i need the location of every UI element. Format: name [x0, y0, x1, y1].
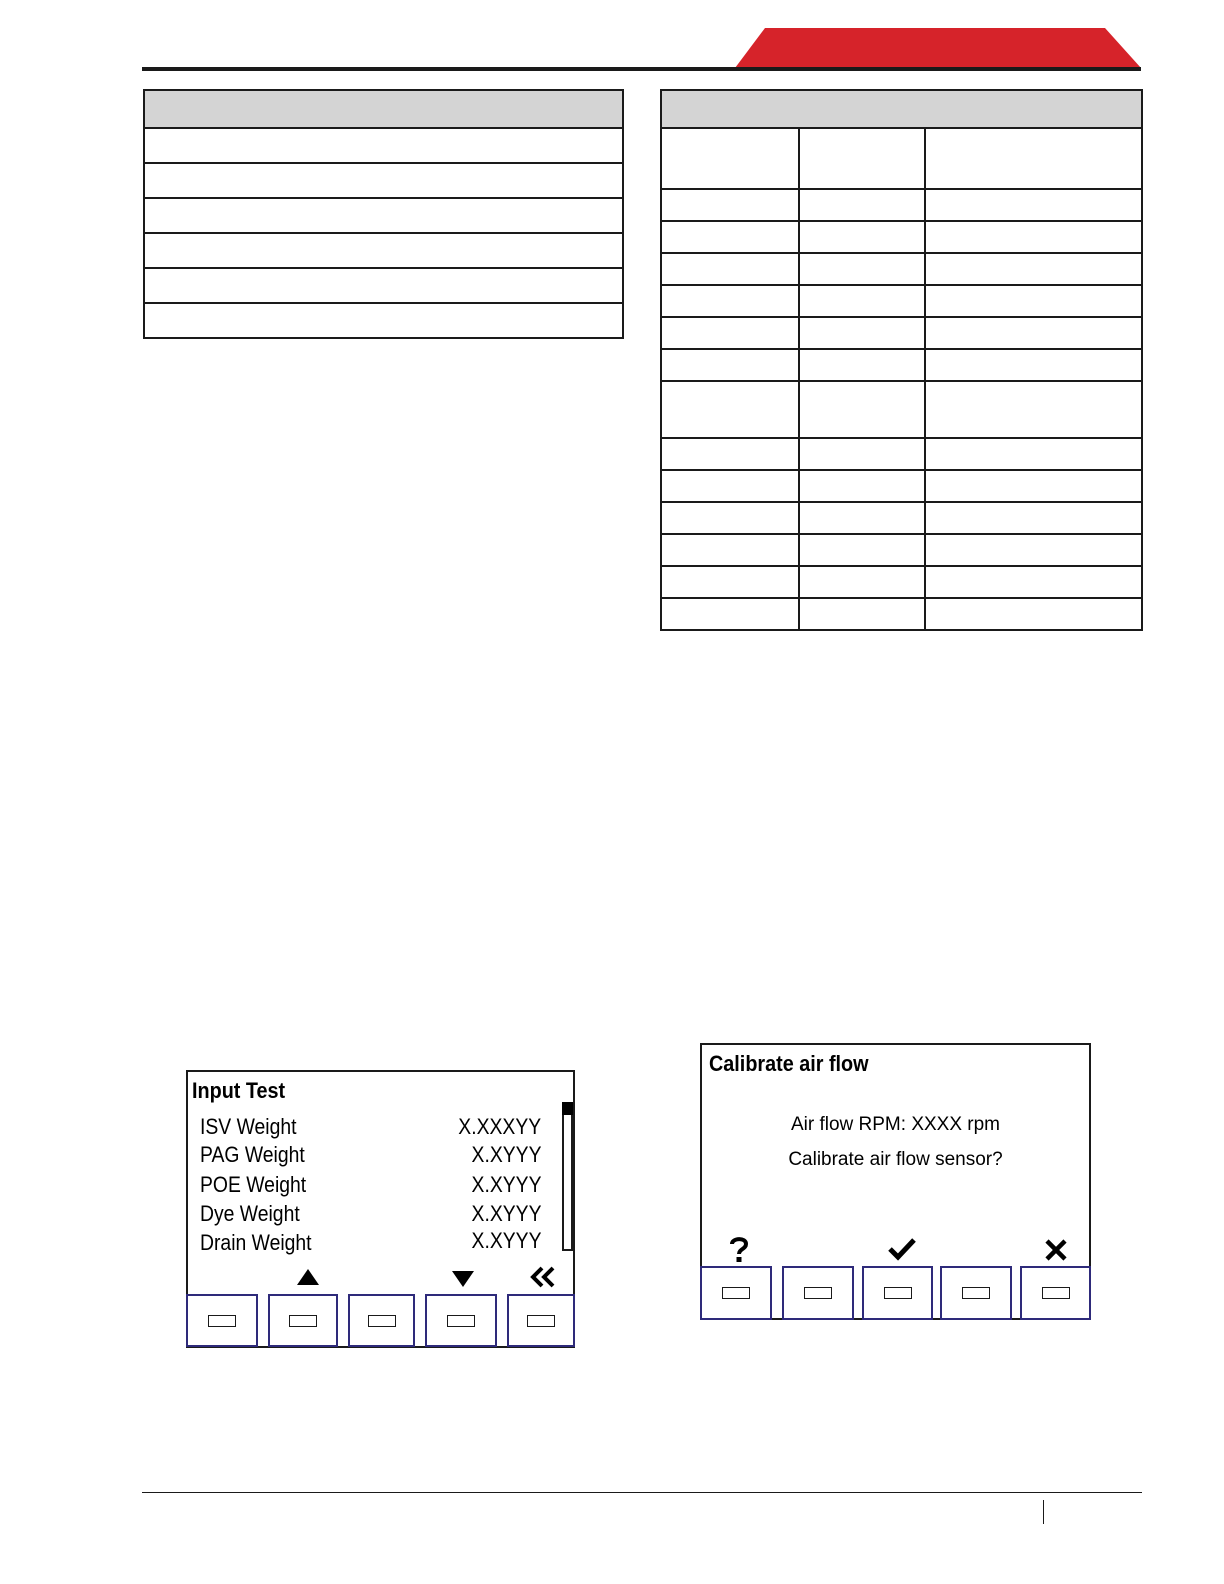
- softkey-indicator: [804, 1287, 832, 1299]
- softkey-back-button[interactable]: [507, 1294, 575, 1347]
- softkey-confirm-button[interactable]: [862, 1266, 933, 1320]
- softkey-indicator: [962, 1287, 990, 1299]
- table-row: [661, 598, 1142, 630]
- back-double-chevron-icon: [529, 1266, 557, 1288]
- left-table: [143, 89, 624, 339]
- poe-weight-value: X.XYYY: [471, 1172, 541, 1197]
- softkey-indicator: [884, 1287, 912, 1299]
- softkey-indicator: [447, 1315, 475, 1327]
- left-table-header: [144, 90, 623, 128]
- help-question-icon: [729, 1236, 749, 1264]
- drain-weight-value: X.XYYY: [471, 1228, 541, 1253]
- softkey-4-button[interactable]: [940, 1266, 1012, 1320]
- pag-weight-label: PAG Weight: [200, 1142, 305, 1167]
- right-table-col-header: [925, 128, 1142, 189]
- softkey-indicator: [208, 1315, 236, 1327]
- header-rule: [142, 67, 1141, 71]
- right-table-header: [661, 90, 1142, 128]
- softkey-indicator: [368, 1315, 396, 1327]
- softkey-indicator: [722, 1287, 750, 1299]
- dye-weight-label: Dye Weight: [200, 1201, 300, 1226]
- pag-weight-value: X.XYYY: [471, 1142, 541, 1167]
- air-flow-rpm-text: Air flow RPM: XXXX rpm: [790, 1114, 1001, 1135]
- right-table-col-header: [799, 128, 925, 189]
- table-row: [661, 381, 1142, 438]
- table-row: [661, 470, 1142, 502]
- table-row: [661, 317, 1142, 349]
- header-brand-tab: [735, 28, 1141, 68]
- drain-weight-label: Drain Weight: [200, 1230, 312, 1255]
- footer-divider: [1043, 1500, 1044, 1524]
- table-row: [661, 285, 1142, 317]
- softkey-indicator: [527, 1315, 555, 1327]
- table-row: [661, 189, 1142, 221]
- left-table-cell: [144, 128, 623, 163]
- down-arrow-icon: [451, 1270, 475, 1288]
- screen-title: Calibrate air flow: [709, 1051, 869, 1076]
- table-row: [661, 438, 1142, 470]
- footer-rule: [142, 1492, 1142, 1493]
- table-row: [661, 221, 1142, 253]
- cancel-x-icon: [1044, 1238, 1068, 1262]
- left-table-cell: [144, 303, 623, 338]
- scrollbar[interactable]: [562, 1102, 573, 1251]
- left-table-cell: [144, 233, 623, 268]
- table-row: [661, 534, 1142, 566]
- dye-weight-value: X.XYYY: [471, 1201, 541, 1226]
- left-table-cell: [144, 163, 623, 198]
- isv-weight-value: X.XXXYY: [458, 1114, 541, 1139]
- softkey-up-button[interactable]: [268, 1294, 338, 1347]
- table-row: [661, 253, 1142, 285]
- calibrate-prompt-text: Calibrate air flow sensor?: [788, 1149, 1003, 1170]
- softkey-help-button[interactable]: [700, 1266, 772, 1320]
- up-arrow-icon: [296, 1268, 320, 1286]
- table-row: [661, 349, 1142, 381]
- table-row: [661, 502, 1142, 534]
- softkey-1-button[interactable]: [186, 1294, 258, 1347]
- confirm-check-icon: [887, 1237, 917, 1261]
- softkey-indicator: [289, 1315, 317, 1327]
- left-table-cell: [144, 268, 623, 303]
- table-row: [661, 566, 1142, 598]
- softkey-2-button[interactable]: [782, 1266, 854, 1320]
- screen-title: Input Test: [192, 1078, 286, 1103]
- isv-weight-label: ISV Weight: [200, 1114, 297, 1139]
- scroll-thumb[interactable]: [562, 1102, 573, 1115]
- right-table-col-header: [661, 128, 799, 189]
- softkey-indicator: [1042, 1287, 1070, 1299]
- left-table-cell: [144, 198, 623, 233]
- poe-weight-label: POE Weight: [200, 1172, 307, 1197]
- softkey-down-button[interactable]: [425, 1294, 497, 1347]
- softkey-3-button[interactable]: [348, 1294, 415, 1347]
- right-table: [660, 89, 1143, 631]
- softkey-cancel-button[interactable]: [1020, 1266, 1091, 1320]
